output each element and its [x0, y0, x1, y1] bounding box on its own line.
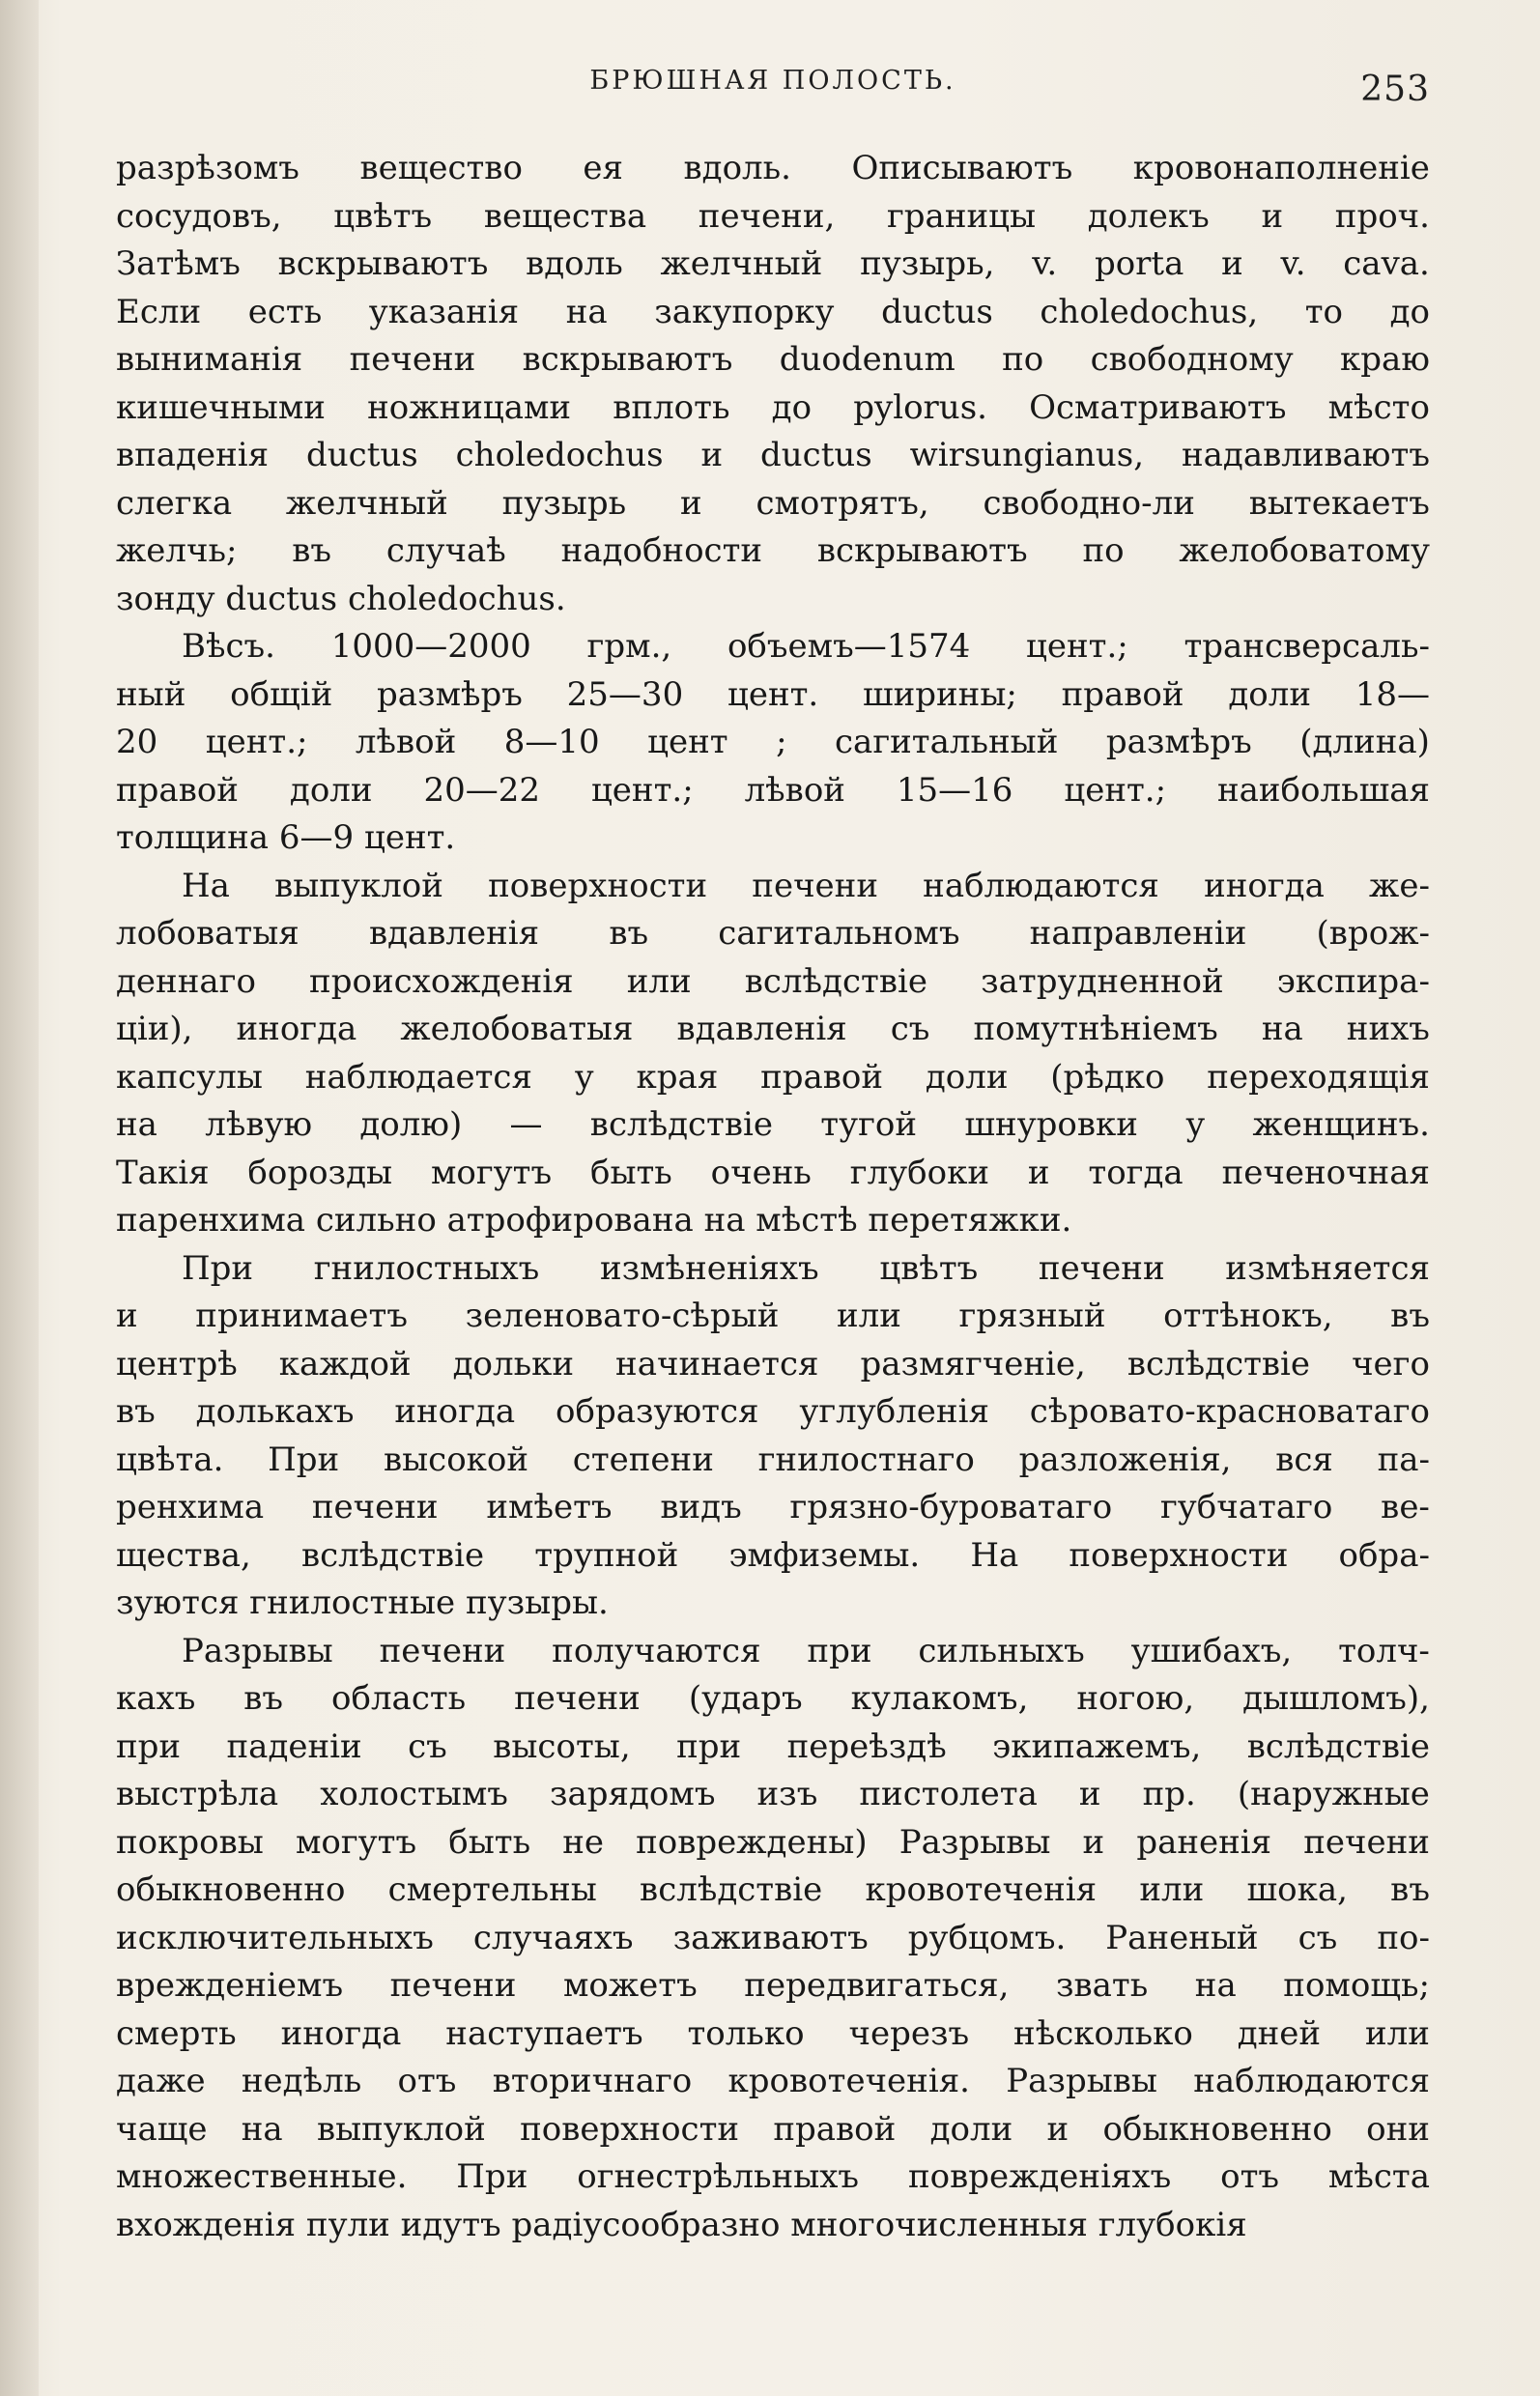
- running-head: [116, 66, 1430, 114]
- paragraph: [116, 145, 1430, 623]
- text-line: врежденіемъ печени можетъ передвигаться, звать на помощь;: [116, 1966, 1430, 2005]
- text-line: даже недѣль отъ вторичнаго кровотеченія. Разрывы наблюдаются: [116, 2062, 1430, 2100]
- text-line: толщина 6—9 цент.: [116, 818, 456, 857]
- text-line: щества, вслѣдствіе трупной эмфиземы. На поверхности обра-: [116, 1535, 1430, 1575]
- text-line: ный общій размѣръ 25—30 цент. ширины; правой доли 18—: [116, 674, 1430, 714]
- text-line: множественные. При огнестрѣльныхъ поврежденіяхъ отъ мѣста: [116, 2157, 1430, 2196]
- text-line: выстрѣла холостымъ зарядомъ изъ пистолета и пр. (наружные: [116, 1775, 1430, 1813]
- text-line: кахъ въ область печени (ударъ кулакомъ, ногою, дышломъ),: [116, 1679, 1430, 1718]
- text-line: при паденіи съ высоты, при переѣздѣ экипажемъ, вслѣдствіе: [116, 1726, 1430, 1766]
- text-line: впаденія ductus choledochus и ductus wirsungianus, надавливаютъ: [116, 436, 1430, 474]
- text-line: На выпуклой поверхности печени наблюдаются иногда же-: [182, 866, 1430, 905]
- text-line: смерть иногда наступаетъ только черезъ нѣсколько дней или: [116, 2013, 1430, 2053]
- paragraph: [116, 623, 1430, 863]
- running-title: БРЮШНАЯ ПОЛОСТЬ.: [589, 66, 956, 96]
- text-line: паренхима сильно атрофирована на мѣстѣ перетяжки.: [116, 1201, 1072, 1240]
- text-line: вхожденія пули идутъ радіусообразно многочисленныя глубокія: [116, 2205, 1247, 2244]
- text-line: зуются гнилостные пузыры.: [116, 1583, 609, 1622]
- text-line: Если есть указанія на закупорку ductus choledochus, то до: [116, 292, 1430, 331]
- page-number: 253: [1360, 70, 1430, 109]
- page-gutter-shadow: [0, 0, 39, 2396]
- text-line: Такія борозды могутъ быть очень глубоки и тогда печеночная: [116, 1153, 1430, 1192]
- text-line: капсулы наблюдается у края правой доли (рѣдко переходящія: [116, 1057, 1430, 1097]
- text-line: разрѣзомъ вещество ея вдоль. Описываютъ кровонаполненіе: [116, 149, 1430, 187]
- text-line: покровы могутъ быть не повреждены) Разрывы и раненія печени: [116, 1822, 1430, 1862]
- text-line: въ долькахъ иногда образуются углубленія сѣровато-красноватаго: [116, 1392, 1430, 1431]
- text-line: на лѣвую долю) — вслѣдствіе тугой шнуровки у женщинъ.: [116, 1105, 1430, 1144]
- text-line: ціи), иногда желобоватыя вдавленія съ помутнѣніемъ на нихъ: [116, 1010, 1430, 1048]
- text-line: 20 цент.; лѣвой 8—10 цент ; сагитальный размѣръ (длина): [116, 723, 1430, 761]
- text-line: слегка желчный пузырь и смотрятъ, свободно-ли вытекаетъ: [116, 483, 1430, 523]
- paragraph: [116, 1628, 1430, 2250]
- paragraph: [116, 863, 1430, 1245]
- text-line: деннаго происхожденія или вслѣдствіе затрудненной экспира-: [116, 961, 1430, 1001]
- body-text: [116, 145, 1430, 2249]
- paragraph: [116, 1245, 1430, 1628]
- text-line: кишечными ножницами вплоть до pylorus. Осматриваютъ мѣсто: [116, 387, 1430, 427]
- text-line: исключительныхъ случаяхъ заживаютъ рубцомъ. Раненый съ по-: [116, 1918, 1430, 1957]
- text-line: и принимаетъ зеленовато-сѣрый или грязный оттѣнокъ, въ: [116, 1297, 1430, 1335]
- text-line: цвѣта. При высокой степени гнилостнаго разложенія, вся па-: [116, 1440, 1430, 1479]
- text-line: центрѣ каждой дольки начинается размягченіе, вслѣдствіе чего: [116, 1344, 1430, 1383]
- text-line: зонду ductus choledochus.: [116, 579, 566, 618]
- text-line: выниманія печени вскрываютъ duodenum по свободному краю: [116, 340, 1430, 379]
- text-line: чаще на выпуклой поверхности правой доли и обыкновенно они: [116, 2109, 1430, 2149]
- text-line: обыкновенно смертельны вслѣдствіе кровотеченія или шока, въ: [116, 1870, 1430, 1909]
- text-line: ренхима печени имѣетъ видъ грязно-буроватаго губчатаго ве-: [116, 1488, 1430, 1526]
- text-line: Вѣсъ. 1000—2000 грм., объемъ—1574 цент.; трансверсаль-: [182, 627, 1430, 666]
- text-line: лобоватыя вдавленія въ сагитальномъ направленіи (врож-: [116, 914, 1430, 953]
- text-line: Разрывы печени получаются при сильныхъ ушибахъ, толч-: [182, 1631, 1430, 1670]
- text-line: Затѣмъ вскрываютъ вдоль желчный пузырь, v. porta и v. cava.: [116, 244, 1430, 283]
- text-line: При гнилостныхъ измѣненіяхъ цвѣтъ печени измѣняется: [182, 1248, 1430, 1288]
- text-line: желчь; въ случаѣ надобности вскрываютъ по желобоватому: [116, 531, 1430, 570]
- text-line: сосудовъ, цвѣтъ вещества печени, границы долекъ и проч.: [116, 196, 1430, 236]
- text-line: правой доли 20—22 цент.; лѣвой 15—16 цент.; наибольшая: [116, 770, 1430, 810]
